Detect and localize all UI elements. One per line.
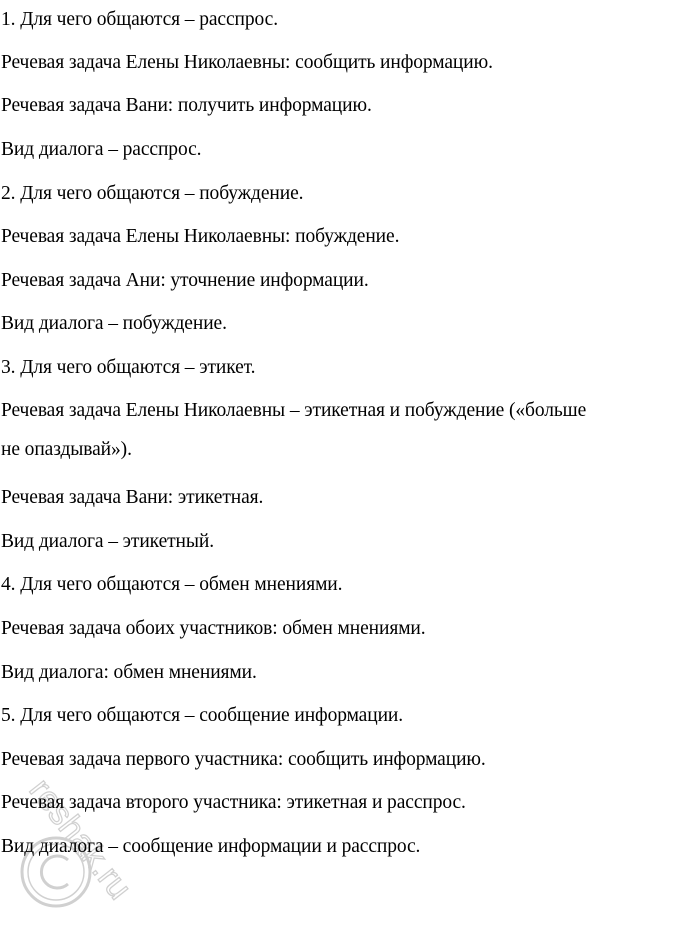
section-5-dialog-type: Вид диалога – сообщение информации и расспрос. [1, 836, 421, 857]
section-3-dialog-type: Вид диалога – этикетный. [1, 531, 214, 552]
section-5-task-first: Речевая задача первого участника: сообщить информацию. [1, 749, 486, 770]
section-5-heading: 5. Для чего общаются – сообщение информации. [1, 705, 404, 726]
section-4-dialog-type: Вид диалога: обмен мнениями. [1, 662, 257, 683]
section-1-heading: 1. Для чего общаются – расспрос. [1, 9, 278, 30]
section-1-task-teacher: Речевая задача Елены Николаевны: сообщить информацию. [1, 52, 493, 73]
section-3-task-student: Речевая задача Вани: этикетная. [1, 487, 264, 508]
section-2-task-teacher: Речевая задача Елены Николаевны: побуждение. [1, 226, 400, 247]
section-3-heading: 3. Для чего общаются – этикет. [1, 357, 256, 378]
section-3-task-teacher: Речевая задача Елены Николаевны – этикетная и побуждение («больше [1, 400, 587, 421]
section-2-heading: 2. Для чего общаются – побуждение. [1, 183, 304, 204]
section-4-task-both: Речевая задача обоих участников: обмен мнениями. [1, 618, 426, 639]
watermark-text: reshak.ru [21, 771, 139, 907]
section-3-task-teacher-cont: не опаздывай»). [1, 439, 132, 460]
section-4-heading: 4. Для чего общаются – обмен мнениями. [1, 574, 343, 595]
section-5-task-second: Речевая задача второго участника: этикетная и расспрос. [1, 792, 466, 813]
section-1-dialog-type: Вид диалога – расспрос. [1, 139, 202, 160]
section-2-task-student: Речевая задача Ани: уточнение информации. [1, 270, 369, 291]
section-2-dialog-type: Вид диалога – побуждение. [1, 313, 227, 334]
section-1-task-student: Речевая задача Вани: получить информацию. [1, 95, 372, 116]
